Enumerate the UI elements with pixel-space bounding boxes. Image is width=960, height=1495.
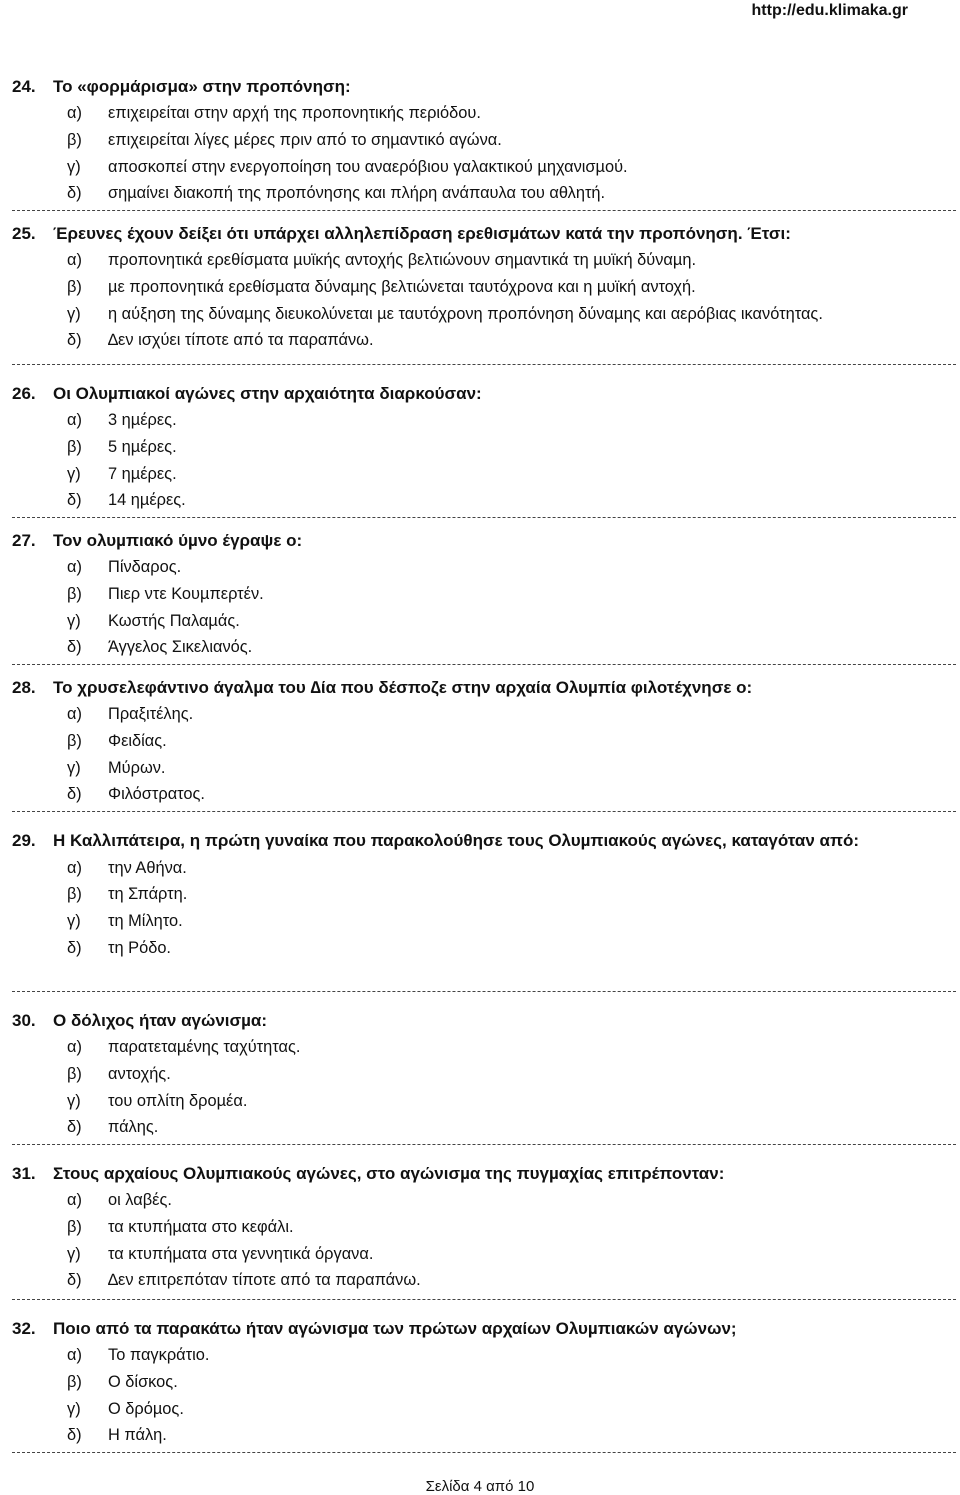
question-text: Στους αρχαίους Ολυµπιακούς αγώνες, στο αγώνισµα της πυγµαχίας επιτρέπονταν: bbox=[53, 1164, 725, 1183]
dashed-separator bbox=[12, 1144, 956, 1145]
question-24 bbox=[12, 74, 956, 210]
option-letter: γ) bbox=[67, 611, 81, 630]
option-letter: γ) bbox=[67, 912, 81, 931]
option-letter: β) bbox=[67, 277, 82, 296]
option-letter: δ) bbox=[67, 785, 82, 804]
question-number: 30. bbox=[12, 1011, 36, 1030]
option-text: τα κτυπήµατα στα γεννητικά όργανα. bbox=[108, 1244, 374, 1263]
option-letter: β) bbox=[67, 885, 82, 904]
dashed-separator bbox=[12, 1452, 956, 1453]
option-text: 7 ηµέρες. bbox=[108, 464, 177, 483]
option-a bbox=[67, 1342, 956, 1369]
option-text: προπονητικά ερεθίσµατα µυϊκής αντοχής βελτιώνουν σηµαντικά τη µυϊκή δύναµη. bbox=[108, 251, 697, 269]
question-text: Το χρυσελεφάντινο άγαλµα του ∆ία που δέσποζε στην αρχαία Ολυµπία φιλοτέχνησε ο: bbox=[53, 678, 753, 697]
question-number: 25. bbox=[12, 224, 36, 243]
question-number: 28. bbox=[12, 678, 36, 697]
option-a bbox=[67, 100, 956, 127]
option-b bbox=[67, 728, 956, 755]
question-25 bbox=[12, 221, 956, 364]
option-text: Άγγελος Σικελιανός. bbox=[108, 638, 253, 657]
option-text: Πραξιτέλης. bbox=[108, 705, 194, 723]
question-number: 26. bbox=[12, 384, 36, 403]
options-list bbox=[12, 1187, 956, 1294]
option-letter: α) bbox=[67, 1191, 82, 1209]
option-letter: β) bbox=[67, 584, 82, 603]
question-27 bbox=[12, 528, 956, 664]
option-b bbox=[67, 1214, 956, 1241]
options-list bbox=[12, 1034, 956, 1141]
option-text: Η πάλη. bbox=[108, 1426, 167, 1445]
option-b bbox=[67, 127, 956, 154]
question-text: Ποιο από τα παρακάτω ήταν αγώνισµα των πρώτων αρχαίων Ολυµπιακών αγώνων; bbox=[53, 1319, 737, 1338]
option-text: Ο δρόµος. bbox=[108, 1399, 184, 1418]
option-text: 3 ηµέρες. bbox=[108, 411, 177, 429]
question-text: Η Καλλιπάτειρα, η πρώτη γυναίκα που παρακολούθησε τους Ολυµπιακούς αγώνες, καταγόταν από: bbox=[53, 831, 860, 850]
question-header bbox=[12, 74, 956, 100]
question-header bbox=[12, 381, 956, 407]
option-letter: δ) bbox=[67, 184, 82, 203]
question-header bbox=[12, 221, 956, 247]
options-list bbox=[12, 1342, 956, 1449]
question-32 bbox=[12, 1316, 956, 1452]
option-d bbox=[67, 634, 956, 661]
option-text: Το παγκράτιο. bbox=[108, 1346, 210, 1364]
question-header bbox=[12, 1161, 956, 1187]
option-letter: α) bbox=[67, 858, 82, 877]
option-text: παρατεταµένης ταχύτητας. bbox=[108, 1038, 301, 1056]
dashed-separator bbox=[12, 1299, 956, 1300]
options-list bbox=[12, 407, 956, 514]
option-letter: β) bbox=[67, 1372, 82, 1391]
dashed-separator bbox=[12, 517, 956, 518]
option-letter: δ) bbox=[67, 1271, 82, 1290]
option-letter: β) bbox=[67, 1217, 82, 1236]
option-letter: γ) bbox=[67, 1244, 81, 1263]
question-text: Το «φορμάρισμα» στην προπόνηση: bbox=[53, 77, 351, 96]
option-c bbox=[67, 1088, 956, 1115]
option-c bbox=[67, 755, 956, 782]
option-d bbox=[67, 935, 956, 962]
options-list bbox=[12, 100, 956, 207]
option-text: Φιλόστρατος. bbox=[108, 785, 205, 804]
option-text: επιχειρείται λίγες µέρες πριν από το σηµαντικό αγώνα. bbox=[108, 130, 502, 149]
option-b bbox=[67, 581, 956, 608]
option-b bbox=[67, 434, 956, 461]
option-a bbox=[67, 1034, 956, 1061]
option-text: Ο δίσκος. bbox=[108, 1372, 178, 1391]
option-text: Μύρων. bbox=[108, 758, 166, 777]
option-text: µε προπονητικά ερεθίσµατα δύναµης βελτιώνεται ταυτόχρονα και η µυϊκή αντοχή. bbox=[108, 277, 696, 296]
option-letter: α) bbox=[67, 104, 82, 122]
option-text: σηµαίνει διακοπή της προπόνησης και πλήρη ανάπαυλα του αθλητή. bbox=[108, 184, 606, 203]
dashed-separator bbox=[12, 664, 956, 665]
question-28 bbox=[12, 675, 956, 811]
option-letter: δ) bbox=[67, 1426, 82, 1445]
option-letter: δ) bbox=[67, 1118, 82, 1137]
page-number: Σελίδα 4 από 10 bbox=[425, 1478, 535, 1495]
options-list bbox=[12, 554, 956, 661]
question-31 bbox=[12, 1161, 956, 1299]
option-letter: α) bbox=[67, 558, 82, 576]
dashed-separator bbox=[12, 991, 956, 992]
option-text: η αύξηση της δύναµης διευκολύνεται µε ταυτόχρονη προπόνηση δύναµης και αερόβιας ικανότητας. bbox=[108, 304, 823, 323]
option-letter: β) bbox=[67, 130, 82, 149]
option-d bbox=[67, 1114, 956, 1141]
dashed-separator bbox=[12, 364, 956, 365]
option-c bbox=[67, 608, 956, 635]
option-text: τη Σπάρτη. bbox=[108, 885, 188, 904]
option-letter: γ) bbox=[67, 304, 81, 323]
question-header bbox=[12, 675, 956, 701]
option-letter: γ) bbox=[67, 464, 81, 483]
option-text: Κωστής Παλαµάς. bbox=[108, 611, 240, 630]
option-d bbox=[67, 180, 956, 207]
option-c bbox=[67, 301, 956, 328]
option-b bbox=[67, 881, 956, 908]
dashed-separator bbox=[12, 210, 956, 211]
option-text: ∆εν επιτρεπόταν τίποτε από τα παραπάνω. bbox=[108, 1271, 421, 1290]
option-text: επιχειρείται στην αρχή της προπονητικής περιόδου. bbox=[108, 104, 481, 122]
options-list bbox=[12, 855, 956, 962]
option-letter: δ) bbox=[67, 938, 82, 957]
question-header bbox=[12, 528, 956, 554]
option-letter: α) bbox=[67, 1038, 82, 1056]
option-d bbox=[67, 781, 956, 808]
question-header bbox=[12, 828, 956, 855]
option-text: Πιερ ντε Κουµπερτέν. bbox=[108, 584, 264, 603]
option-letter: α) bbox=[67, 1346, 82, 1364]
question-text: Τον ολυµπιακό ύµνο έγραψε ο: bbox=[53, 531, 303, 550]
option-text: ∆εν ισχύει τίποτε από τα παραπάνω. bbox=[108, 331, 374, 350]
option-text: 5 ηµέρες. bbox=[108, 437, 177, 456]
option-text: αντοχής. bbox=[108, 1064, 171, 1083]
option-letter: γ) bbox=[67, 1091, 81, 1110]
option-text: 14 ηµέρες. bbox=[108, 491, 186, 510]
option-text: τη Ρόδο. bbox=[108, 938, 171, 957]
option-d bbox=[67, 327, 956, 354]
option-a bbox=[67, 247, 956, 274]
exam-questions bbox=[12, 74, 956, 1453]
option-text: οι λαβές. bbox=[108, 1191, 172, 1209]
question-number: 29. bbox=[12, 831, 36, 850]
option-letter: δ) bbox=[67, 638, 82, 657]
dashed-separator bbox=[12, 811, 956, 812]
question-text: Έρευνες έχουν δείξει ότι υπάρχει αλληλεπίδραση ερεθισµάτων κατά την προπόνηση. Έτσι: bbox=[53, 224, 791, 243]
options-list bbox=[12, 247, 956, 354]
question-26 bbox=[12, 381, 956, 517]
option-c bbox=[67, 461, 956, 488]
question-header bbox=[12, 1316, 956, 1342]
option-b bbox=[67, 1061, 956, 1088]
question-text: Οι Ολυµπιακοί αγώνες στην αρχαιότητα διαρκούσαν: bbox=[53, 384, 482, 403]
question-number: 24. bbox=[12, 77, 36, 96]
option-text: αποσκοπεί στην ενεργοποίηση του αναερόβιου γαλακτικού µηχανισµού. bbox=[108, 157, 628, 176]
option-letter: β) bbox=[67, 437, 82, 456]
question-29 bbox=[12, 828, 956, 991]
option-text: τη Μίλητο. bbox=[108, 912, 183, 931]
question-number: 27. bbox=[12, 531, 36, 550]
question-header bbox=[12, 1008, 956, 1034]
option-b bbox=[67, 274, 956, 301]
option-d bbox=[67, 487, 956, 514]
question-number: 31. bbox=[12, 1164, 36, 1183]
option-letter: α) bbox=[67, 705, 82, 723]
option-text: πάλης. bbox=[108, 1118, 159, 1137]
option-text: Πίνδαρος. bbox=[108, 558, 182, 576]
option-a bbox=[67, 407, 956, 434]
option-text: Φειδίας. bbox=[108, 731, 167, 750]
option-text: την Αθήνα. bbox=[108, 858, 187, 877]
option-a bbox=[67, 701, 956, 728]
question-30 bbox=[12, 1008, 956, 1144]
option-c bbox=[67, 1241, 956, 1268]
option-letter: α) bbox=[67, 251, 82, 269]
question-text: Ο δόλιχος ήταν αγώνισµα: bbox=[53, 1011, 268, 1030]
option-letter: α) bbox=[67, 411, 82, 429]
option-c bbox=[67, 154, 956, 181]
option-text: του οπλίτη δροµέα. bbox=[108, 1091, 248, 1110]
option-b bbox=[67, 1369, 956, 1396]
option-letter: γ) bbox=[67, 157, 81, 176]
option-d bbox=[67, 1267, 956, 1294]
option-letter: γ) bbox=[67, 758, 81, 777]
option-d bbox=[67, 1422, 956, 1449]
option-a bbox=[67, 554, 956, 581]
option-text: τα κτυπήµατα στο κεφάλι. bbox=[108, 1217, 294, 1236]
option-letter: β) bbox=[67, 731, 82, 750]
option-letter: δ) bbox=[67, 331, 82, 350]
question-number: 32. bbox=[12, 1319, 36, 1338]
option-letter: δ) bbox=[67, 491, 82, 510]
option-a bbox=[67, 855, 956, 882]
option-a bbox=[67, 1187, 956, 1214]
option-letter: β) bbox=[67, 1064, 82, 1083]
site-url-link[interactable]: http://edu.klimaka.gr bbox=[751, 2, 908, 19]
option-c bbox=[67, 1396, 956, 1423]
option-c bbox=[67, 908, 956, 935]
options-list bbox=[12, 701, 956, 808]
option-letter: γ) bbox=[67, 1399, 81, 1418]
